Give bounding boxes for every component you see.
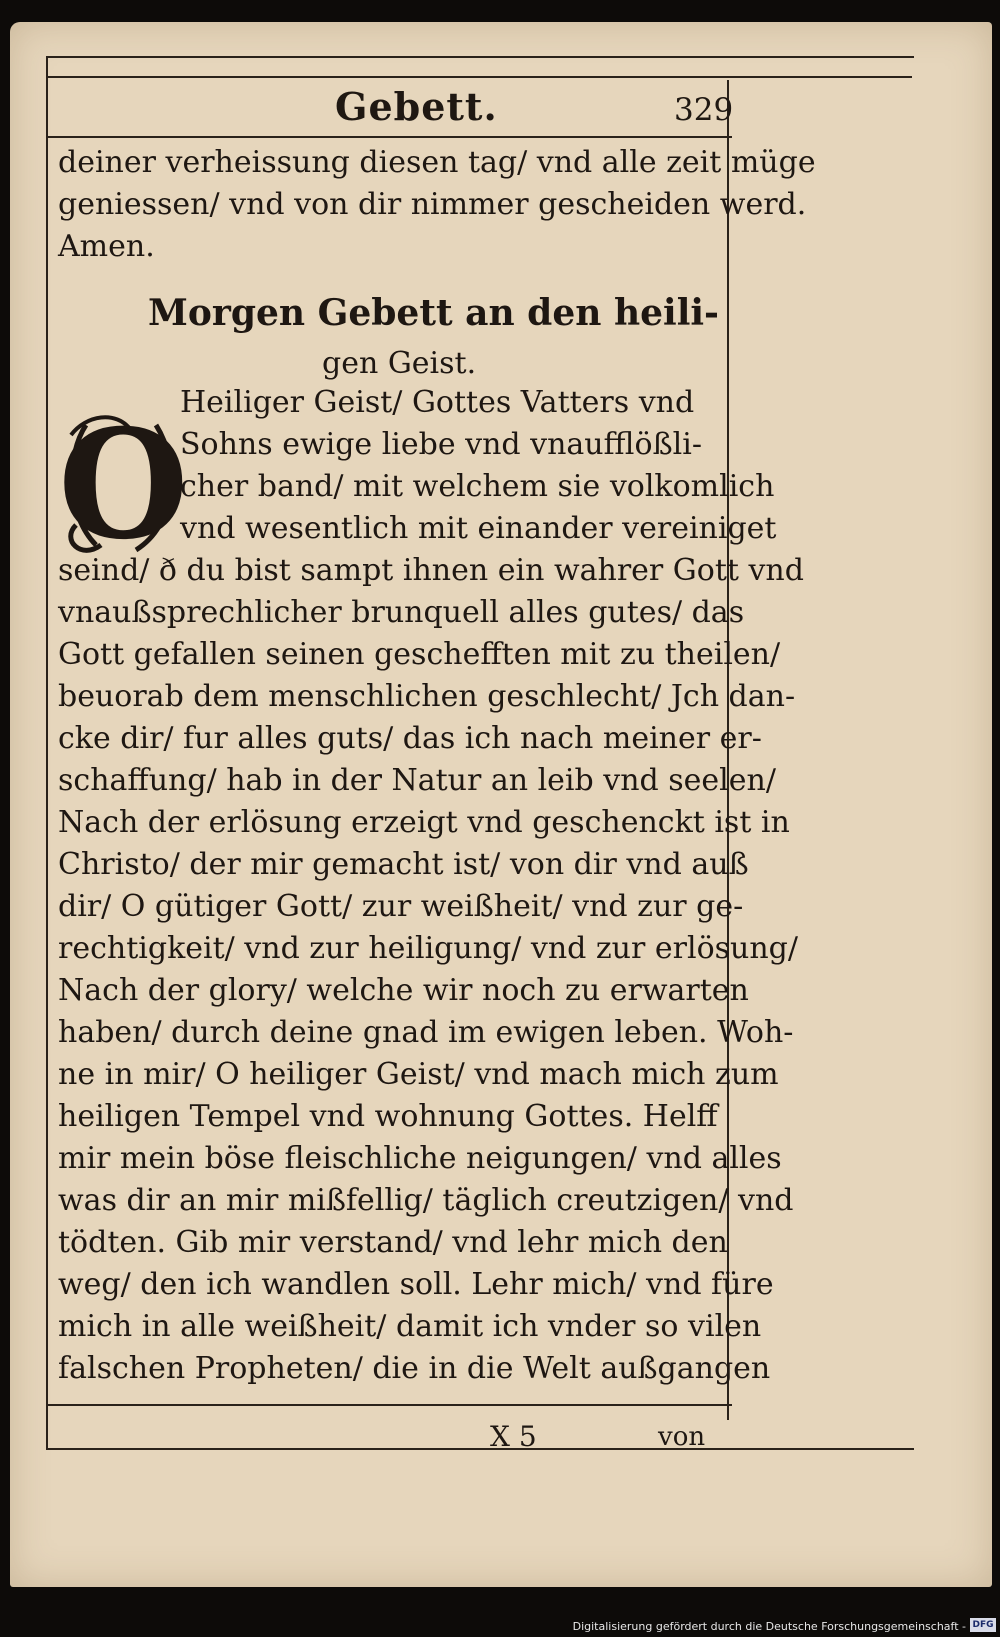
text-line: vnd wesentlich mit einander vereiniget <box>180 511 777 546</box>
digitization-credit: Digitalisierung gefördert durch die Deutsche Forschungsgemeinschaft - <box>572 1620 966 1633</box>
catchword: von <box>658 1422 706 1452</box>
text-line: ne in mir/ O heiliger Geist/ vnd mach mich zum <box>58 1057 779 1092</box>
drop-cap-initial: O <box>58 397 189 573</box>
text-line: falschen Propheten/ die in die Welt außgangen <box>58 1351 771 1386</box>
text-line: cher band/ mit welchem sie volkomlich <box>180 469 775 504</box>
text-line: beuorab dem menschlichen geschlecht/ Jch dan- <box>58 679 796 714</box>
header-rule <box>46 136 732 138</box>
text-line: cke dir/ fur alles guts/ das ich nach meiner er- <box>58 721 762 756</box>
text-line: vnaußsprechlicher brunquell alles gutes/ das <box>58 595 745 630</box>
section-heading: Morgen Gebett an den heili- <box>148 292 719 334</box>
text-line: Heiliger Geist/ Gottes Vatters vnd <box>180 385 695 420</box>
section-heading-continued: gen Geist. <box>322 346 477 381</box>
text-line: Gott gefallen seinen geschefften mit zu theilen/ <box>58 637 781 672</box>
text-line: Christo/ der mir gemacht ist/ von dir vnd auß <box>58 847 749 882</box>
text-line: mir mein böse fleischliche neigungen/ vnd alles <box>58 1141 782 1176</box>
text-line: deiner verheissung diesen tag/ vnd alle zeit müge <box>58 145 816 180</box>
text-line: dir/ O gütiger Gott/ zur weißheit/ vnd zur ge- <box>58 889 744 924</box>
dfg-logo: DFG <box>970 1618 996 1632</box>
bottom-text-rule <box>46 1404 732 1406</box>
text-line: Sohns ewige liebe vnd vnaufflößli- <box>180 427 702 462</box>
signature-mark: X 5 <box>490 1420 537 1453</box>
running-head: Gebett. <box>335 84 498 129</box>
text-line: Amen. <box>58 229 155 264</box>
text-line: rechtigkeit/ vnd zur heiligung/ vnd zur erlösung/ <box>58 931 798 966</box>
page-number: 329 <box>674 92 734 128</box>
top-rule <box>46 76 912 78</box>
text-line: geniessen/ vnd von dir nimmer gescheiden werd. <box>58 187 807 222</box>
text-line: Nach der glory/ welche wir noch zu erwarten <box>58 973 749 1008</box>
text-line: haben/ durch deine gnad im ewigen leben. Woh- <box>58 1015 794 1050</box>
text-line: schaffung/ hab in der Natur an leib vnd seelen/ <box>58 763 776 798</box>
text-line: seind/ ð du bist sampt ihnen ein wahrer Gott vnd <box>58 553 804 588</box>
text-line: heiligen Tempel vnd wohnung Gottes. Helff <box>58 1099 718 1134</box>
text-line: Nach der erlösung erzeigt vnd geschenckt ist in <box>58 805 790 840</box>
text-line: tödten. Gib mir verstand/ vnd lehr mich den <box>58 1225 728 1260</box>
text-line: was dir an mir mißfellig/ täglich creutzigen/ vnd <box>58 1183 794 1218</box>
text-line: mich in alle weißheit/ damit ich vnder so vilen <box>58 1309 762 1344</box>
text-line: weg/ den ich wandlen soll. Lehr mich/ vnd füre <box>58 1267 774 1302</box>
